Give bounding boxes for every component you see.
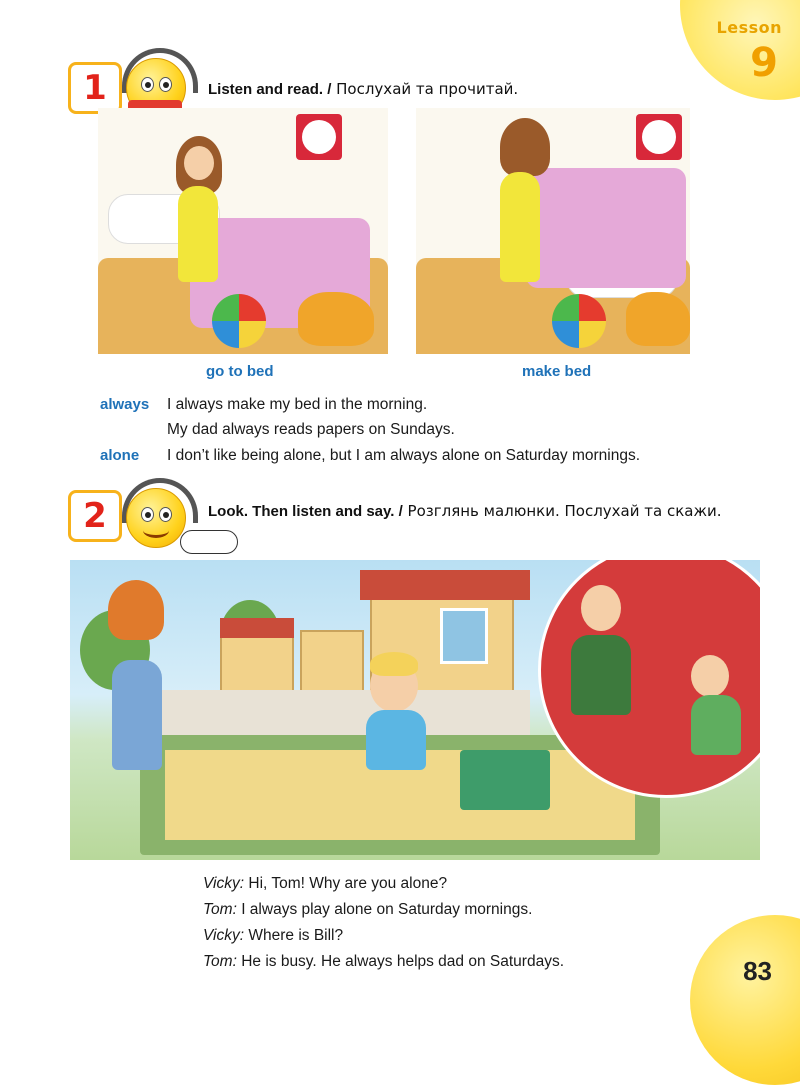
illustration-go-to-bed [98,108,388,354]
lesson-label: Lesson [716,18,782,37]
dialog-line: Tom: He is busy. He always helps dad on Saturdays. [203,953,564,970]
dialog-line: Vicky: Where is Bill? [203,927,344,944]
lesson-badge [680,0,800,100]
smiley-speaking-icon [126,488,186,548]
lesson-number: 9 [750,40,778,86]
page-number: 83 [743,956,772,986]
vocab-word-always: always [100,396,150,413]
vocab-sentence: My dad always reads papers on Sundays. [167,421,455,438]
exercise-2-number: 2 [68,490,122,542]
caption-go-to-bed: go to bed [206,363,274,380]
vocab-word-alone: alone [100,447,140,464]
exercise-1-number: 1 [68,62,122,114]
illustration-sandbox-scene [70,560,760,860]
illustration-make-bed [416,108,690,354]
exercise-2-instruction: Look. Then listen and say. / Розглянь малюнки. Послухай та скажи. [208,502,722,520]
vocab-sentence: I always make my bed in the morning. [167,396,428,413]
dialog-line: Vicky: Hi, Tom! Why are you alone? [203,875,448,892]
caption-make-bed: make bed [522,363,592,380]
page-number-badge [690,915,800,1085]
speech-bubble-icon [180,530,238,554]
dialog-line: Tom: I always play alone on Saturday mornings. [203,901,533,918]
exercise-1-instruction: Listen and read. / Послухай та прочитай. [208,80,519,98]
vocab-sentence: I don’t like being alone, but I am always alone on Saturday mornings. [167,447,641,464]
